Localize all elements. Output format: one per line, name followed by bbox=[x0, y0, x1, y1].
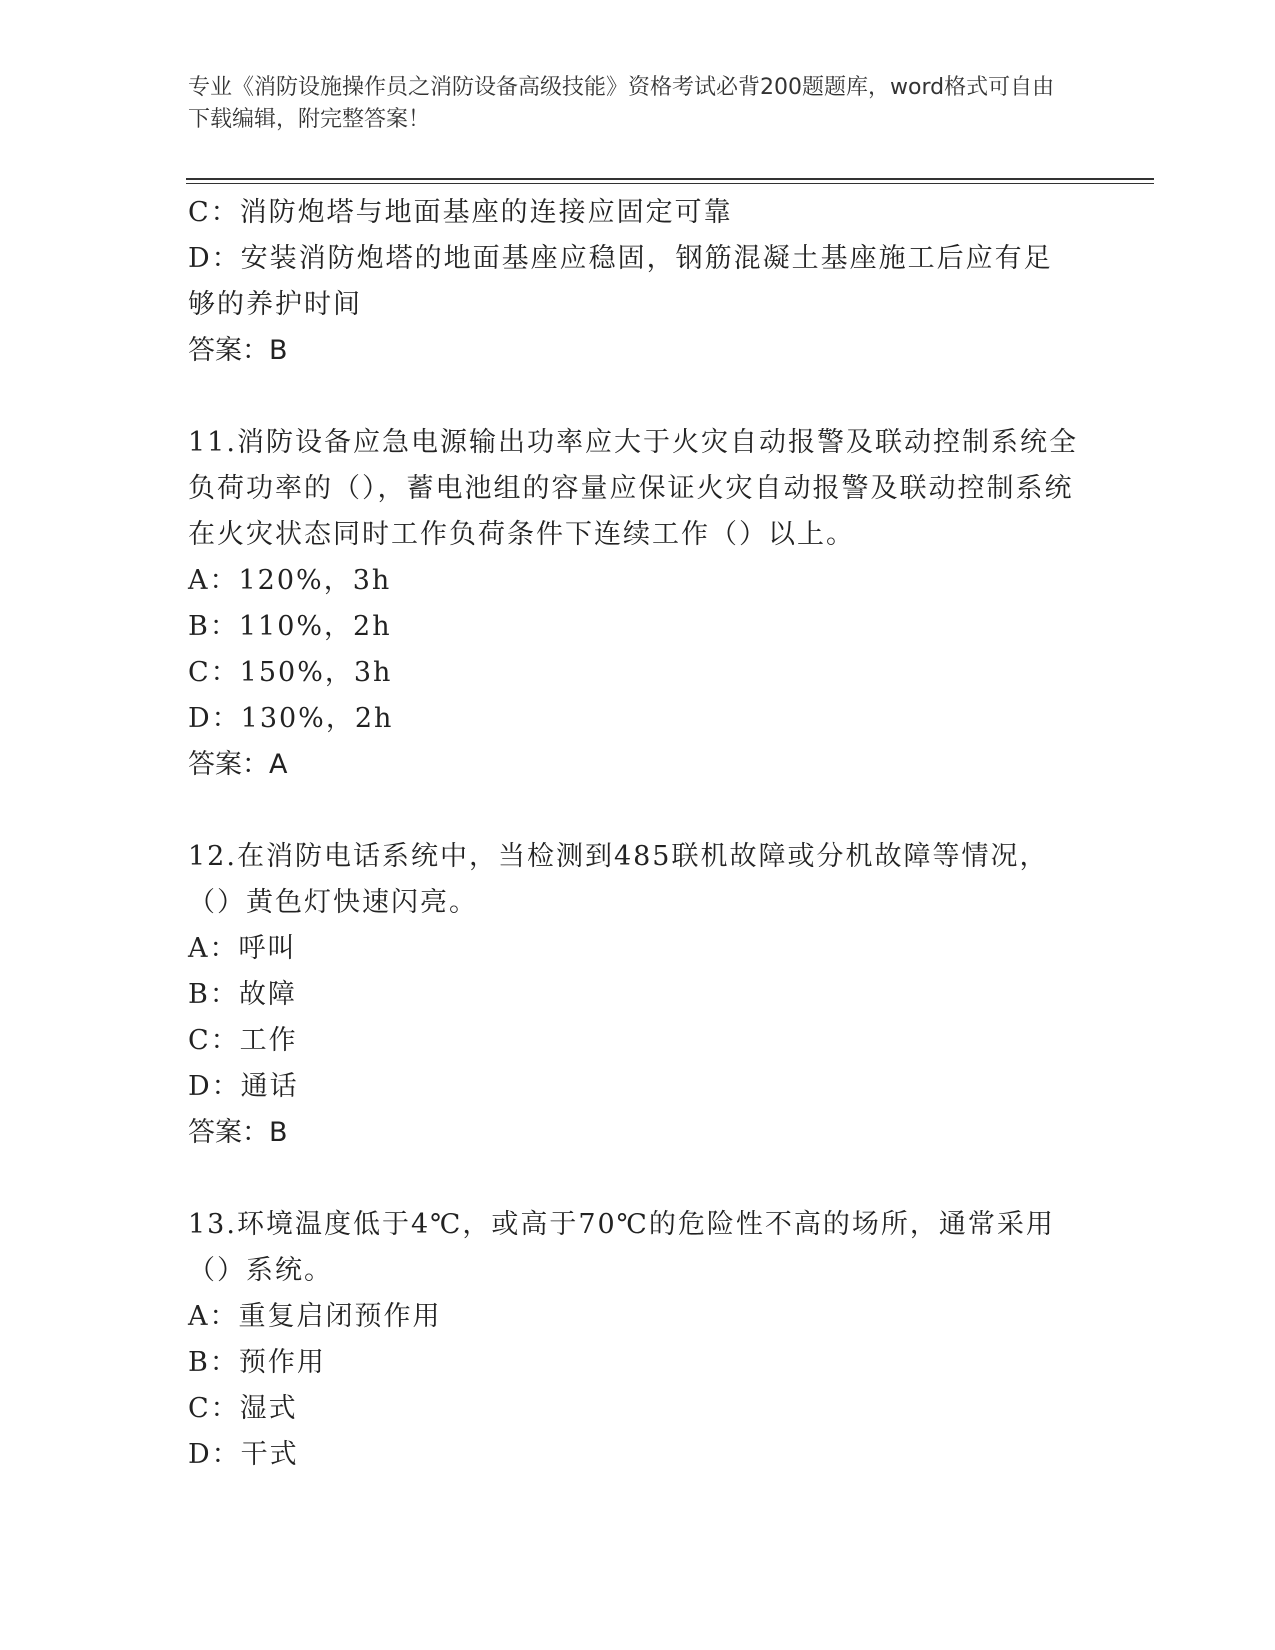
question-12 bbox=[188, 834, 1078, 1156]
answer-line: 答案：B bbox=[188, 1117, 288, 1148]
question-stem: 12.在消防电话系统中，当检测到485联机故障或分机故障等情况，（）黄色灯快速闪亮。 bbox=[188, 841, 1049, 918]
question-stem: 11.消防设备应急电源输出功率应大于火灾自动报警及联动控制系统全负荷功率的（），蓄电池组的容量应保证火灾自动报警及联动控制系统在火灾状态同时工作负荷条件下连续工作（）以上。 bbox=[188, 427, 1078, 550]
option-a: A：120%，3h bbox=[188, 565, 392, 596]
question-11 bbox=[188, 420, 1078, 788]
question-stem: 13.环境温度低于4℃，或高于70℃的危险性不高的场所，通常采用（）系统。 bbox=[188, 1209, 1055, 1286]
answer-line: 答案：B bbox=[188, 335, 288, 366]
option-b: B：预作用 bbox=[188, 1347, 326, 1378]
document-header: 专业《消防设施操作员之消防设备高级技能》资格考试必背200题题库，word格式可自由下载编辑，附完整答案！ bbox=[188, 75, 1055, 132]
option-b: B：110%，2h bbox=[188, 611, 392, 642]
option-c: C：工作 bbox=[188, 1025, 298, 1056]
option-b: B：故障 bbox=[188, 979, 297, 1010]
option-d: D：通话 bbox=[188, 1071, 299, 1102]
header-divider-thick bbox=[186, 178, 1154, 180]
spacer bbox=[188, 374, 1078, 420]
option-c: C：消防炮塔与地面基座的连接应固定可靠 bbox=[188, 197, 733, 228]
option-a: A：重复启闭预作用 bbox=[188, 1301, 442, 1332]
document-body bbox=[188, 190, 1078, 1478]
answer-line: 答案：A bbox=[188, 749, 288, 780]
spacer bbox=[188, 788, 1078, 834]
prev-question bbox=[188, 190, 1078, 374]
spacer bbox=[188, 1156, 1078, 1202]
header-divider-thin bbox=[186, 183, 1154, 184]
option-d: D：安装消防炮塔的地面基座应稳固，钢筋混凝土基座施工后应有足够的养护时间 bbox=[188, 243, 1053, 320]
option-c: C：湿式 bbox=[188, 1393, 298, 1424]
option-c: C：150%，3h bbox=[188, 657, 393, 688]
option-d: D：130%，2h bbox=[188, 703, 394, 734]
option-a: A：呼叫 bbox=[188, 933, 297, 964]
question-13 bbox=[188, 1202, 1078, 1478]
option-d: D：干式 bbox=[188, 1439, 299, 1470]
